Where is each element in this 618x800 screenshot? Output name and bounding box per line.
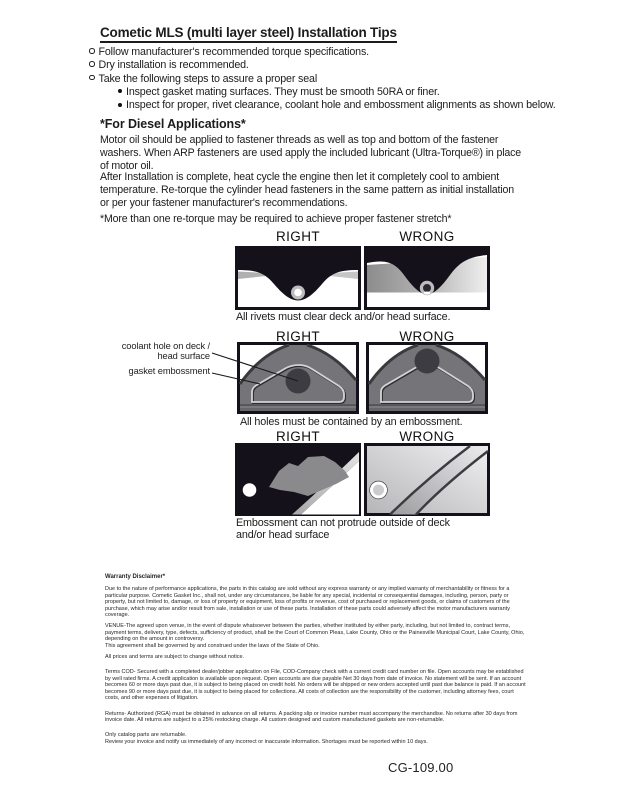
right-label: RIGHT — [276, 429, 320, 444]
coolant-hole-annotation: coolant hole on deck / head surface — [121, 341, 210, 362]
filled-bullet-icon — [118, 103, 122, 107]
embossment-caption: All holes must be contained by an embossment. — [240, 416, 463, 428]
warranty-section — [105, 574, 529, 750]
diesel-heading: *For Diesel Applications* — [100, 117, 246, 131]
rivet-caption: All rivets must clear deck and/or head surface. — [236, 311, 451, 323]
protrude-right-diagram — [235, 443, 361, 516]
open-bullet-icon — [89, 75, 95, 81]
warranty-paragraph: VENUE-The agreed upon venue, in the event of dispute whatsoever between the parties, whether instituted by either party, including, but not limited to, contract terms, payment terms, delivery, type, defects, sufficiency of product, shall be the Court of Common Pleas, Lake County, Ohio or the Painesville Municipal Court, Lake County, Ohio, depending on the amount in controversy. — [105, 623, 525, 643]
retorque-note: *More than one re-torque may be required to achieve proper fastener stretch* — [100, 213, 452, 225]
right-label: RIGHT — [276, 229, 320, 244]
warranty-paragraph: This agreement shall be governed by and construed under the laws of the State of Ohio. — [105, 642, 320, 649]
warranty-paragraph: Review your invoice and notify us immediately of any incorrect or inaccurate information. Shortages must be reported within 10 days. — [105, 738, 428, 745]
list-item — [118, 100, 556, 111]
leader-lines — [108, 336, 308, 394]
warranty-paragraph: Due to the nature of performance applications, the parts in this catalog are sold without any express warranty or any implied warranty of merchantability or fitness for a particular purpose. Cometic Gasket Inc., shall not, under any circumstances, be liable for any special, incidental or consequential damages, including, person, party or property, but not limited to, damage, or loss of property or equipment, loss of profits or revenue, cost of purchased or replacement goods, or claims of customers of the purchase, which may arise and/or result from sale, installation or use of these parts. Installation of these parts could adversely affect the motor manufacturers warranty coverage. — [105, 586, 510, 619]
warranty-heading: Warranty Disclaimer* — [105, 574, 166, 580]
tip-text: Inspect for proper, rivet clearance, coolant hole and embossment alignments as shown below. — [126, 99, 556, 112]
open-bullet-icon — [89, 48, 95, 54]
tip-text: Follow manufacturer's recommended torque specifications. — [98, 46, 369, 58]
diesel-paragraph-2: After Installation is complete, heat cycle the engine then let it completely cool to ambient temperature. Re-torque the cylinder head fasteners in the same pattern as initial installation or per your fastener manufacturer's recommendations. — [100, 171, 515, 209]
wrong-label: WRONG — [399, 229, 455, 244]
warranty-paragraph: Only catalog parts are returnable. — [105, 732, 187, 739]
list-item — [89, 60, 556, 71]
tip-text: Dry installation is recommended. — [98, 59, 249, 72]
warranty-paragraph: Terms COD- Secured with a completed dealer/jobber application on File, COD-Company check with a current credit card number on file. Open accounts may be established by well rated firms. A credit application is available upon request. Open accounts are due payable Net 30 days from date of invoice. No statement will be sent. If an account becomes 60 or more days past due, it is subject to being placed on credit hold. No orders will be shipped or new orders accepted until past due balance is paid. If an account becomes 90 or more days past due, it is subject to being placed for collections. All costs of collection are the responsibility of the customer, including attorney fees, court costs, and other expenses of litigation. — [105, 669, 526, 702]
rivet-right-diagram — [235, 246, 361, 310]
rivet-wrong-diagram — [364, 246, 490, 310]
protrude-caption: Embossment can not protrude outside of deck and/or head surface — [236, 517, 450, 541]
tip-text: Take the following steps to assure a proper seal — [98, 72, 318, 85]
warranty-paragraph: Returns- Authorized (RGA) must be obtained in advance on all returns. A packing slip or invoice number must accompany the merchandise. No returns after 30 days from invoice date. All returns are subject to a 25% restocking charge. All custom designed and custom manufactured gaskets are non-returnable. — [105, 710, 518, 723]
open-bullet-icon — [89, 61, 95, 67]
embossment-wrong-diagram — [366, 342, 488, 414]
gasket-embossment-annotation: gasket embossment — [128, 366, 210, 376]
protrude-wrong-diagram — [364, 443, 490, 516]
tips-list — [89, 47, 556, 113]
list-item — [89, 74, 556, 85]
diesel-paragraph-1: Motor oil should be applied to fastener threads as well as top and bottom of the fastener washers. When ARP fasteners are used apply the included lubricant (Ultra-Torque®) in place of motor oil. — [100, 134, 522, 172]
filled-bullet-icon — [118, 89, 122, 93]
tip-text: Inspect gasket mating surfaces. They must be smooth 50RA or finer. — [126, 85, 440, 98]
warranty-paragraph: All prices and terms are subject to change without notice. — [105, 654, 245, 661]
list-item — [89, 47, 556, 58]
wrong-label: WRONG — [399, 329, 455, 344]
right-label: RIGHT — [276, 329, 320, 344]
page-title: Cometic MLS (multi layer steel) Installation Tips — [100, 25, 397, 43]
catalog-code: CG-109.00 — [388, 760, 454, 775]
list-item — [118, 87, 556, 98]
wrong-label: WRONG — [399, 429, 455, 444]
